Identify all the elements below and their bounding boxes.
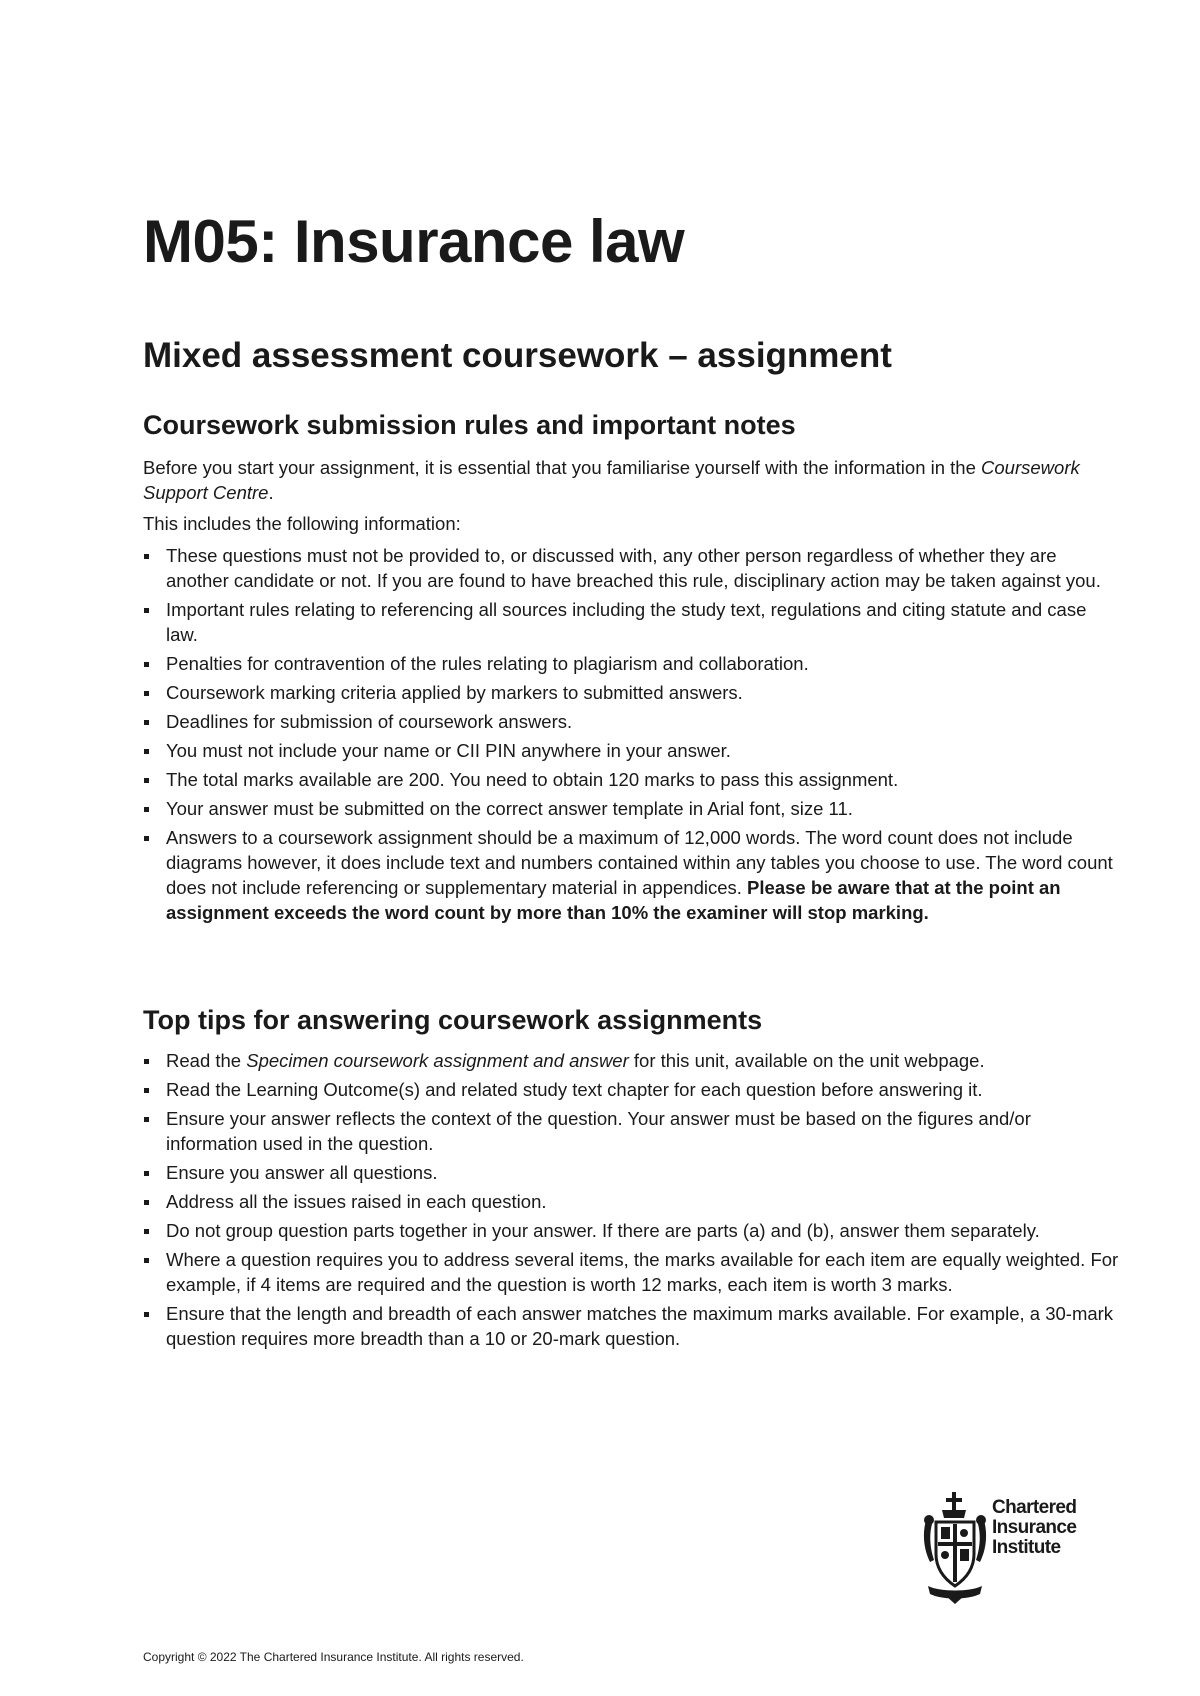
coursework-support-centre-reference: Coursework Support Centre — [143, 457, 1080, 503]
tip-text: Read the — [166, 1050, 247, 1071]
coat-of-arms-icon — [920, 1490, 990, 1605]
list-item: Address all the issues raised in each question. — [143, 1189, 1123, 1214]
list-item: Deadlines for submission of coursework answers. — [143, 709, 1123, 734]
rules-heading: Coursework submission rules and important notes — [143, 410, 796, 440]
list-item: Important rules relating to referencing all sources including the study text, regulations and citing statute and case law. — [143, 597, 1123, 647]
list-item: Ensure you answer all questions. — [143, 1160, 1123, 1185]
list-item: Where a question requires you to address several items, the marks available for each item are equally weighted. For example, if 4 items are required and the question is worth 12 marks, each item is worth 3 marks. — [143, 1247, 1123, 1297]
list-item: Read the Learning Outcome(s) and related study text chapter for each question before answering it. — [143, 1077, 1123, 1102]
rules-intro-text: Before you start your assignment, it is essential that you familiarise yourself with the information in the — [143, 457, 982, 478]
logo-wordmark — [992, 1498, 1076, 1558]
rules-includes: This includes the following information: — [143, 513, 461, 534]
list-item-specimen — [143, 1048, 1123, 1073]
list-item: Ensure that the length and breadth of each answer matches the maximum marks available. For example, a 30-mark question requires more breadth than a 10 or 20-mark question. — [143, 1301, 1123, 1351]
logo-line: Chartered — [992, 1497, 1077, 1518]
list-item: Do not group question parts together in your answer. If there are parts (a) and (b), answer them separately. — [143, 1218, 1123, 1243]
list-item: Ensure your answer reflects the context of the question. Your answer must be based on the figures and/or information used in the question. — [143, 1106, 1123, 1156]
list-item: The total marks available are 200. You need to obtain 120 marks to pass this assignment. — [143, 767, 1123, 792]
rules-intro — [143, 455, 1113, 505]
logo-line: Insurance — [992, 1517, 1077, 1538]
wordcount-warning: Please be aware that at the point an assignment exceeds the word count by more than 10% the examiner will stop marking. — [166, 877, 1061, 923]
list-item: Penalties for contravention of the rules relating to plagiarism and collaboration. — [143, 651, 1123, 676]
page-subtitle: Mixed assessment coursework – assignment — [143, 336, 892, 375]
logo-line: Institute — [992, 1537, 1061, 1558]
list-item: Your answer must be submitted on the correct answer template in Arial font, size 11. — [143, 796, 1123, 821]
rules-intro-end: . — [268, 482, 274, 503]
specimen-reference: Specimen coursework assignment and answer — [246, 1050, 629, 1071]
tips-list — [143, 1048, 1123, 1355]
copyright-footer: Copyright © 2022 The Chartered Insurance Institute. All rights reserved. — [143, 1650, 524, 1664]
tip-text-end: for this unit, available on the unit webpage. — [628, 1050, 985, 1071]
wordcount-text: Answers to a coursework assignment should be a maximum of 12,000 words. The word count does not include diagrams however, it does include text and numbers contained within any tables you choose to use. The word count does not include referencing or supplementary material in appendices. — [166, 827, 1113, 898]
cii-logo — [920, 1490, 1100, 1610]
tips-heading: Top tips for answering coursework assignments — [143, 1005, 763, 1035]
list-item-wordcount — [143, 825, 1123, 925]
list-item: You must not include your name or CII PIN anywhere in your answer. — [143, 738, 1123, 763]
list-item: These questions must not be provided to, or discussed with, any other person regardless of whether they are another candidate or not. If you are found to have breached this rule, disciplinary action may be taken against you. — [143, 543, 1123, 593]
rules-list — [143, 543, 1123, 929]
page-title: M05: Insurance law — [143, 208, 685, 275]
list-item: Coursework marking criteria applied by markers to submitted answers. — [143, 680, 1123, 705]
